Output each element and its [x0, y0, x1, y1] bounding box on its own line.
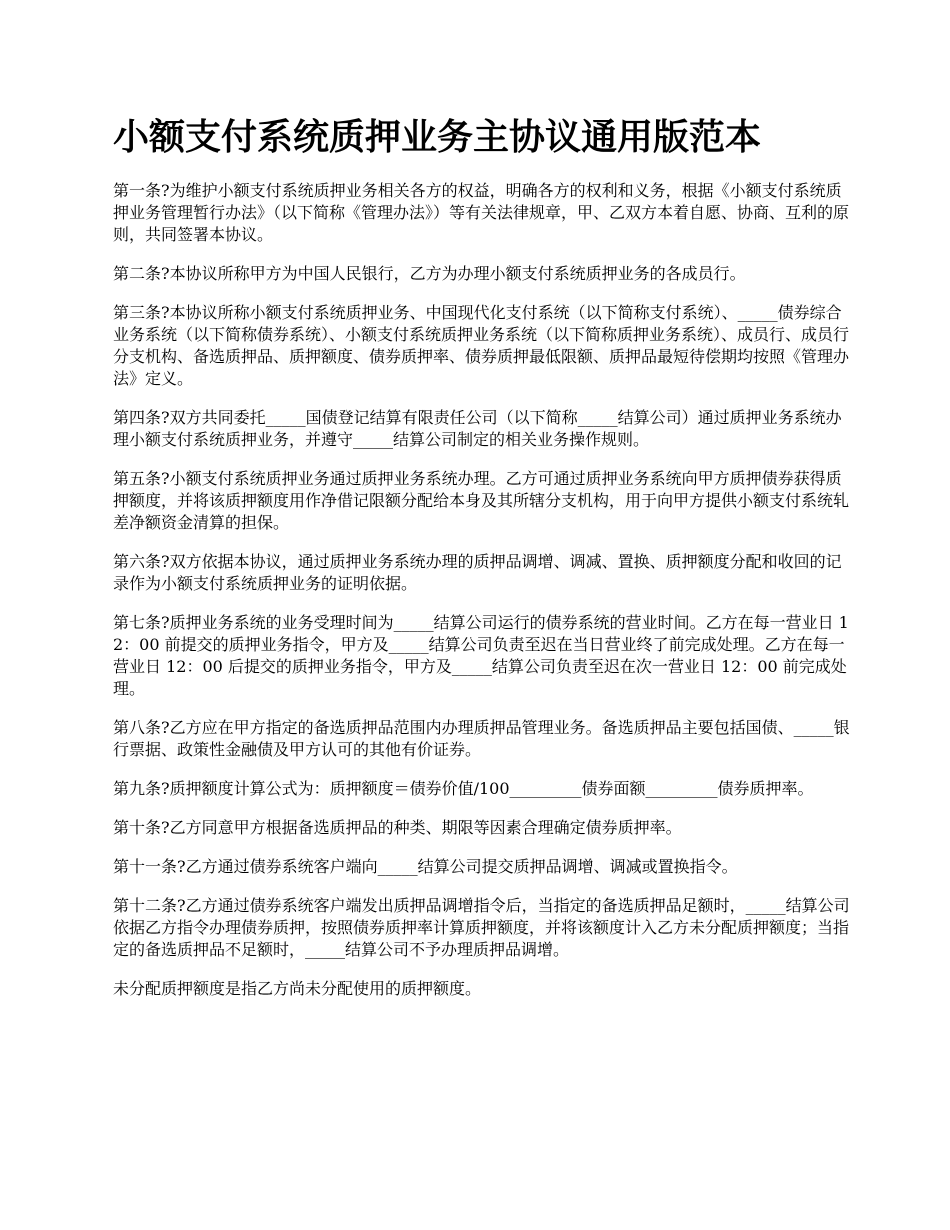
article-4-paragraph: 第四条?双方共同委托_____国债登记结算有限责任公司（以下简称_____结算公司）通过质押业务系统办理小额支付系统质押业务，并遵守_____结算公司制定的相关业务操作规则。 — [113, 408, 842, 449]
article-5-paragraph: 第五条?小额支付系统质押业务通过质押业务系统办理。乙方可通过质押业务系统向甲方质押债券获得质押额度，并将该质押额度用作净借记限额分配给本身及其所辖分支机构，用于向甲方提供小额支付系统轧差净额资金清算的担保。 — [113, 469, 850, 532]
article-6-paragraph: 第六条?双方依据本协议，通过质押业务系统办理的质押品调增、调减、置换、质押额度分配和收回的记录作为小额支付系统质押业务的证明依据。 — [113, 552, 842, 593]
document-body — [113, 180, 853, 1017]
article-1-paragraph: 第一条?为维护小额支付系统质押业务相关各方的权益，明确各方的权利和义务，根据《小额支付系统质押业务管理暂行办法》（以下简称《管理办法》）等有关法律规章，甲、乙双方本着自愿、协商、互利的原则，共同签署本协议。 — [113, 181, 850, 244]
article-10-paragraph: 第十条?乙方同意甲方根据备选质押品的种类、期限等因素合理确定债券质押率。 — [113, 818, 682, 837]
article-2-paragraph: 第二条?本协议所称甲方为中国人民银行，乙方为办理小额支付系统质押业务的各成员行。 — [113, 264, 746, 283]
definition-paragraph: 未分配质押额度是指乙方尚未分配使用的质押额度。 — [113, 979, 482, 998]
article-7-paragraph: 第七条?质押业务系统的业务受理时间为_____结算公司运行的债券系统的营业时间。乙方在每一营业日 12：00 前提交的质押业务指令，甲方及_____结算公司负责至迟在当日营业终了前完成处理。乙方在每一营业日 12：00 后提交的质押业务指令，甲方及_____结算公司负责至迟在次一营业日 12：00 前完成处理。 — [113, 613, 849, 698]
document-title: 小额支付系统质押业务主协议通用版范本 — [113, 116, 762, 158]
article-8-paragraph: 第八条?乙方应在甲方指定的备选质押品范围内办理质押品管理业务。备选质押品主要包括国债、_____银行票据、政策性金融债及甲方认可的其他有价证券。 — [113, 718, 850, 759]
article-9-paragraph: 第九条?质押额度计算公式为：质押额度＝债券价值/100_________债券面额_________债券质押率。 — [113, 779, 814, 798]
article-12-paragraph: 第十二条?乙方通过债券系统客户端发出质押品调增指令后，当指定的备选质押品足额时，_____结算公司依据乙方指令办理债券质押，按照债券质押率计算质押额度，并将该额度计入乙方未分配质押额度；当指定的备选质押品不足额时，_____结算公司不予办理质押品调增。 — [113, 896, 850, 959]
article-3-paragraph: 第三条?本协议所称小额支付系统质押业务、中国现代化支付系统（以下简称支付系统）、_____债券综合业务系统（以下简称债券系统）、小额支付系统质押业务系统（以下简称质押业务系统）、成员行、成员行分支机构、备选质押品、质押额度、债券质押率、债券质押最低限额、质押品最短待偿期均按照《管理办法》定义。 — [113, 303, 850, 388]
article-11-paragraph: 第十一条?乙方通过债券系统客户端向_____结算公司提交质押品调增、调减或置换指令。 — [113, 857, 738, 876]
